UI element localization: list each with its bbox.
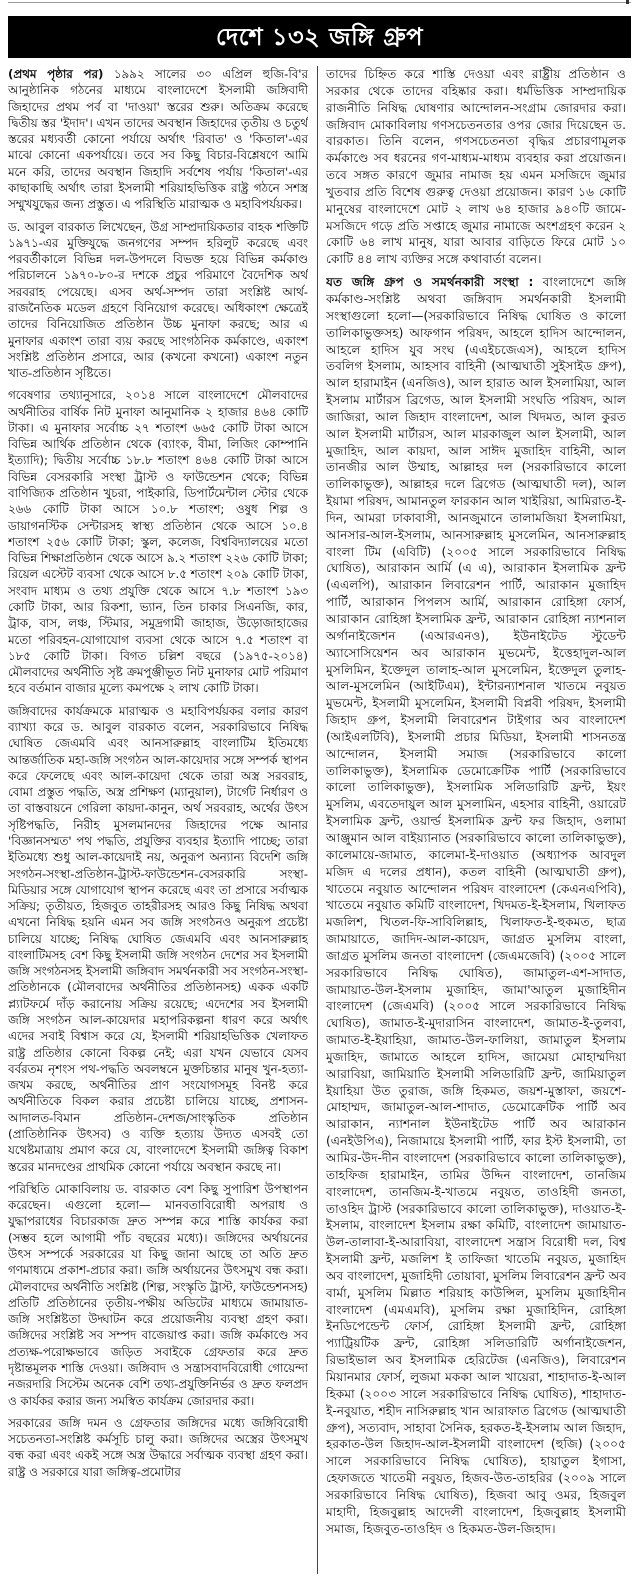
continued-label: (প্রথম পৃষ্ঠার পর) xyxy=(8,67,104,81)
group-list-text: বাংলাদেশে জঙ্গি কর্মকাণ্ড-সংশ্লিষ্ট অথবা জঙ্গিবাদ সমর্থনকারী ইসলামী সংস্থাগুলো হলো—(সরকারিভাবে নিষিদ্ধ ঘোষিত ও কালো তালিকাভুক্তসহ) আফগান পরিষদ, আহলে হাদিস আন্দোলন, আহলে হাদিস যুব সংঘ (এএইচজেএস), আহলে হাদিস তবলিগ ইসলাম, আহসাব বাহিনী (আত্মঘাতী সুইসাইড গ্রুপ), আল হারামাইন (এনজিও), আল হারাত আল ইসলামিয়া, আল ইসলাম মার্টারস ব্রিগেড, আল ইসলামী সংঘতি পরিষদ, আল জাজিরা, আল জিহাদ বাংলাদেশ, আল খিদমত, আল কুরত আল ইসলামী মার্টারস, আল মারকাজুল আল ইসলামী, আল মুজাহিদ, আল কায়দা, আল সাঈদ মুজাহিদ বাহিনী, আল তানজীর আল উম্মাহ, আল্লাহর দল (সরকারিভাবে কালো তালিকাভুক্ত), আল্লাহর দলে ব্রিগেড (আত্মঘাতী দল), আল ইয়ামা পরিষদ, আমানতুল ফারকান আল খাইরিয়া, আমিরাত-ই-দিন, আমরা ঢাকাবাসী, আনজুমানে তালামজিয়া ইসলামিয়া, আনসার-আল-ইসলাম, আনসারুল্লাহ মুসলেমিন, আনসারুল্লাহ বাংলা টিম (এবিটি) (২০০৫ সালে সরকারিভাবে নিষিদ্ধ ঘোষিত), আরাকান আর্মি (এ এ), আরাকান ইসলামিক ফ্রন্ট (এএলপি), আরাকান লিবারেশন পার্টি, আরাকান মুজাহিদ পার্টি, আরাকান পিপলস আর্মি, আরাকান রোহিঙ্গা ফোর্স, আরাকান রোহিঙ্গা ইসলামিক ফ্রন্ট, আরাকান রোহিঙ্গা ন্যাশনাল অর্গানাইজেশন (এআরএনও), ইউনাইটেড স্টুডেন্ট অ্যাসোসিয়েশন অব আরাকান মুভমেন্ট, ইত্তেহাদুল-আল মুসলিমিন, ইক্তেদুল তালাহ-আল মুসলেমিন, ইক্তেদুল তুলাহ-আল-মুসলেমিন (আইটিএম), ইন্টারন্যাশনাল খাতমে নবুয়ত মুভমেন্ট, ইসলামী মুসলেমিন, ইসলামী বিপ্লবী পরিষদ, ইসলামী জিহাদ গ্রুপ, ইসলামী লিবারেশন টাইগার অব বাংলাদেশ (আইএলটিবি), ইসলামী প্রচার মিডিয়া, ইসলামী শাসনতন্ত্র আন্দোলন, ইসলামী সমাজ (সরকারিভাবে কালো তালিকাভুক্ত), ইসলামিক ডেমোক্রেটিক পার্টি (সরকারিভাবে কালো তালিকাভুক্ত), ইসলামিক সলিডারিটি ফ্রন্ট, ইয়ং মুসলিম, এবতেদায়ুল আল মুসলামিন, এহসার বাহিনী, ওয়ারেট ইসলামিক ফ্রন্ট, ওয়ার্ল্ড ইসলামিক ফ্রন্ট ফর জিহাদ, ওলামা আঞ্জুমান আল বাইয়্যানাত (সরকারিভাবে কালো তালিকাভুক্ত), কালেমায়ে-জামাত, কালেমা-ই-দাওয়াত (অধ্যাপক আবদুল মজিদ এ দলের প্রধান), কতল বাহিনী (আত্মঘাতী গ্রুপ), খাতেমে নবুয়াত আন্দোলন পরিষদ বাংলাদেশ (কেএনএপিবি), খাতেমে নবুয়াত কমিটি বাংলাদেশ, খিদমত-ই-ইসলাম, খিলাফত মজলিশ, খিতল-ফি-সাবিলিল্লাহ, খিলাফত-ই-হুকমত, ছাত্র জামায়াতে, জাদিদ-আল-কায়েদ, জাগ্রত মুসলিম বাংলা, জাগ্রত মুসলিম জনতা বাংলাদেশ (জেএমজেবি) (২০০৫ সালে সরকারিভাবে নিষিদ্ধ ঘোষিত), জামাতুল-এশ-সাদাত, জামায়াত-উল-ইসলাম মুজাহিদ, জামা'আতুল মুজাহিদীন বাংলাদেশ (জেএমবি) (২০০৫ সালে সরকারিভাবে নিষিদ্ধ ঘোষিত), জামাত-ই-মুদারাসিন বাংলাদেশ, জামাত-ই-তুলবা, জামাত-ই-ইয়াহিয়া, জামাত-উল-ফালিয়া, জামাতুল ইসলাম মুজাহিদ, জামাতে আহলে হাদিস, জামেয়া মোহাম্মদিয়া আরাবিয়া, জামিয়াতি ইসলামী সলিডারিটি ফ্রন্ট, জামিয়াতুল ইয়াহিয়া উত তুরাজ, জঙ্গি হিকমত, জয়শ-মুস্তাফা, জয়শে-মোহাম্মদ, জামাতুল-আল-শাদাত, ডেমোক্রেটিক পার্টি অব আরাকান, ন্যাশনাল ইউনাইটেড পার্টি অব আরাকান (এনইউপিএ), নিজামায়ে ইসলামী পার্টি, ফার ইস্ট ইসলামী, তা আমির-উদ-দীন বাংলাদেশ (সরকারিভাবে কালো তালিকাভুক্ত), তাহফিজ হারামাইন, তামির উদ্দিন বাংলাদেশ, তানজিম বাংলাদেশ, তানজিম-ই-খাতমে নবুয়ত, তাওহিদী জনতা, তাওহিদ ট্রাস্ট (সরকারিভাবে কালো তালিকাভুক্ত), দাওয়াত-ই-ইসলাম, বাংলাদেশ ইসলাম রক্ষা কমিটি, বাংলাদেশ জামায়াত-উল-তালাবা-ই-আরাবিয়া, বাংলাদেশ সন্ত্রাস বিরোধী দল, বিশ্ব ইসলামী ফ্রন্ট, মজলিশ ই তাফিজা খাতেমি নবুয়ত, মুজাহিদ অব বাংলাদেশ, মুজাহিদী তোয়াবা, মুসলিম লিবারেশন ফ্রন্ট অব বার্মা, মুসলিম মিল্লাত শরিয়াহ কাউন্সিল, মুসলিম মুজাহিদীন বাংলাদেশ (এমএমবি), মুসলিম রক্ষা মুজাহিদিন, রোহিঙ্গা ইনডিপেন্ডেন্ট ফোর্স, রোহিঙ্গা ইসলামী ফ্রন্ট, রোহিঙ্গা প্যাট্রিয়টিক ফ্রন্ট, রোহিঙ্গা সলিডারিটি অর্গানাইজেশন, রিভাইভাল অব ইসলামিক হেরিটেজ (এনজিও), লিবারেশন মিয়ানমার ফোর্স, লুজমা মককা আল খায়েরা, শাহাদাত-ই-আল হিকমা (২০০৩ সালে সরকারিভাবে নিষিদ্ধ ঘোষিত), শাহাদাত-ই-নবুয়াত, শহীদ নাসিরুল্লাহ খান আরাফাত ব্রিগেড (আত্মঘাতী গ্রুপ), সত্যবাদ, সাহাবা সৈনিক, হরকত-ই-ইসলাম আল জিহাদ, হরকাত-উল জিহাদ-আল-ইসলামী বাংলাদেশ (হুজি) (২০০৫ সালে সরকারিভাবে নিষিদ্ধ ঘোষিত), হায়াতুল ইগাসা, হেফাজতে খাতেমী নবুয়ত, হিজব-উত-তাহরির (২০০৯ সালে সরকারিভাবে নিষিদ্ধ ঘোষিত), হিজবা আবু ওমর, হিজবুল মাহাদী, হিজবুল্লাহ আদেলী বাংলাদেশ, হিজবুল্লাহ ইসলামী সমাজ, হিজবুত-তাওহিদ ও হিকমত-উল-জিহাদ। xyxy=(326,275,626,1536)
paragraph: ড. আবুল বারকাত লিখেছেন, উগ্র সাম্প্রদায়িকতার বাহক শক্তিটি ১৯৭১-এর মুক্তিযুদ্ধে জনগণের সম্পদ হরিলুট করেছে এবং পরবর্তীকালে বিভিন্ন দল-উপদলে বিভক্ত হয়ে বিভিন্ন কর্মকাণ্ড পরিচালনে ১৯৭০-৮০-র দশকে প্রচুর পরিমাণে বৈদেশিক অর্থ সরবরাহ পেয়েছে। এসব অর্থ-সম্পদ তারা সংশ্লিষ্ট আর্থ-রাজনৈতিক মডেল গ্রহণে বিনিয়োগ করেছে। অধিকাংশ ক্ষেত্রেই তাদের বিনিয়োজিত প্রতিষ্ঠান উচ্চ মুনাফা করছে; আর এ মুনাফার একাংশ তারা ব্যয় করছে সাংগঠনিক কর্মকাণ্ডে, একাংশ সংশ্লিষ্ট প্রতিষ্ঠান প্রসারে, আর (কখনো কখনো) একাংশ নতুন খাত-প্রতিষ্ঠান সৃষ্টিতে। xyxy=(8,219,308,381)
paragraph: জঙ্গিবাদের কার্যক্রমকে মারাত্মক ও মহাবিপর্যয়কর বলার কারণ ব্যাখ্যা করে ড. আবুল বারকাত বলেন, সরকারিভাবে নিষিদ্ধ ঘোষিত জেএমবি এবং আনসারুল্লাহ বাংলাটিম ইতিমধ্যে আন্তর্জাতিক মহা-জঙ্গি সংগঠন আল-কায়েদার সঙ্গে সম্পর্ক স্থাপন করে ফেলেছে এবং আল-কায়েদা থেকে তারা অস্ত্র সরবরাহ, বোমা প্রস্তুত পদ্ধতি, অস্ত্র প্রশিক্ষণ (ম্যানুয়াল), টার্গেট নির্ধারণ ও তা বাস্তবায়নে গেরিলা কায়দা-কানুন, অর্থ সরবরাহ, অর্থের উৎস সৃষ্টিপদ্ধতি, নিরীহ মুসলমানদের জিহাদের পক্ষে আনার 'বিজ্ঞানসম্মত' পথ পদ্ধতি, প্রযুক্তির ব্যবহার ইত্যাদি পাচ্ছে; তারা ইতিমধ্যে শুধু আল-কায়েদাই নয়, অনুরূপ অন্যান্য বিদেশি জঙ্গি সংগঠন-সংস্থা-প্রতিষ্ঠান-ট্রাস্ট-ফাউন্ডেশন-বেসরকারি সংস্থা-মিডিয়ার সঙ্গে যোগাযোগ স্থাপন করেছে এবং তা প্রসারে সর্বাত্মক সক্রিয়; তৃতীয়ত, হিজবুত তাহরীরসহ আরও কিছু নিষিদ্ধ অথবা এখনো নিষিদ্ধ হয়নি এমন সব জঙ্গি সংগঠনও অনুরূপ প্রচেষ্টা চালিয়ে যাচ্ছে; নিষিদ্ধ ঘোষিত জেএমবি এবং আনসারুল্লাহ বাংলাটিমসহ বেশ কিছু ইসলামী জঙ্গি সংগঠন দেশের সব ইসলামী জঙ্গি সংগঠনসহ ইসলামী জঙ্গিবাদ সমর্থনকারী সব সংগঠন-সংস্থা-প্রতিষ্ঠানকে (মৌলবাদের অর্থনীতির প্রতিষ্ঠানসহ) একক একটি প্ল্যাটফর্মে দাঁড় করানোয় সক্রিয় রয়েছে; এদেশের সব ইসলামী জঙ্গি সংগঠন আল-কায়েদার মহাপরিকল্পনা ধারণ করে অর্থাৎ এদের সবাই বিশ্বাস করে যে, ইসলামী শরিয়াহভিত্তিক খেলাফত রাষ্ট্র প্রতিষ্ঠার কোনো বিকল্প নেই; এরা যখন যেভাবে যেসব বর্বরতম নৃশংস পথ-পদ্ধতি অবলম্বনে মুক্তচিন্তার মানুষ খুন-হত্যা-জখম করছে, অর্থনীতির প্রাণ সংযোগসমূহ বিনষ্ট করে অর্থনীতিকে বিকল করার প্রচেষ্টা চালিয়ে যাচ্ছে, প্রশাসন-আদালত-বিমান প্রতিষ্ঠান-দেশজ/সাংস্কৃতিক প্রতিষ্ঠান (প্রাতিষ্ঠানিক উৎসব) ও ব্যক্তি হত্যায় উদ্যত এসবই তো যথেষ্টমাত্রায় প্রমাণ করে যে, বাংলাদেশে ইসলামী জঙ্গিত্ব বিকাশ স্তরের মানদণ্ডের প্রাথমিক কোনো পর্যায়ে অবস্থান করছে না। xyxy=(8,703,308,1174)
column-divider xyxy=(317,66,318,1574)
paragraph-text: ১৯৯২ সালের ৩০ এপ্রিল হুজি-বি'র আনুষ্ঠানিক গঠনের মাধ্যমে বাংলাদেশে ইসলামী জঙ্গিবাদী জিহাদের প্রথম পর্ব বা 'দাওয়া' স্তরের শুরু। অতিক্রম করেছে দ্বিতীয় স্তর 'ইদাদ'। এখন তাদের অবস্থান জিহাদের তৃতীয় ও চতুর্থ স্তরের মধ্যবর্তী কোনো পর্যায়ে অর্থাৎ 'রিবাত' ও 'কিতাল'-এর মাঝে কোনো একপর্যায়ে। তবে সব কিছু বিচার-বিশ্লেষণে আমি মনে করি, তাদের অবস্থান জিহাদি সর্বশেষ পর্যায় 'কিতাল'-এর কাছাকাছি অর্থাৎ তারা ইসলামী শরিয়াহভিত্তিক রাষ্ট্র গঠনে সশস্ত্র সম্মুখযুদ্ধের জন্য প্রস্তুত। এ পরিস্থিতি মারাত্মক ও মহাবিপর্যয়কর। xyxy=(8,67,308,212)
paragraph: পরিস্থিতি মোকাবিলায় ড. বারকাত বেশ কিছু সুপারিশ উপস্থাপন করেছেন। এগুলো হলো— মানবতাবিরোধী অপরাধ ও যুদ্ধাপরাধের বিচারকাজ দ্রুত সম্পন্ন করে শাস্তি কার্যকর করা (সম্ভব হলে আগামী পাঁচ বছরের মধ্যে)। জঙ্গিদের অর্থায়নের উৎস সম্পর্কে সরকারের যা কিছু জানা আছে তা অতি দ্রুত গণমাধ্যমে প্রকাশ-প্রচার করা। জঙ্গি অর্থায়নের উৎসমুখ বন্ধ করা। মৌলবাদের অর্থনীতি সংশ্লিষ্ট (শিল্প, সংস্কৃতি ট্রাস্ট, ফাউন্ডেশনসহ) প্রতিটি প্রতিষ্ঠানের তৃতীয়-পক্ষীয় অডিটের মাধ্যমে জামায়াত-জঙ্গি সংশ্লিষ্টতা উদ্ঘাটন করে প্রয়োজনীয় ব্যবস্থা গ্রহণ করা। জঙ্গিদের সংশ্লিষ্ট সব সম্পদ বাজেয়াপ্ত করা। জঙ্গি কর্মকাণ্ডে সব প্রত্যক্ষ-পরোক্ষভাবে জড়িত সবাইকে গ্রেফতার করে দ্রুত দৃষ্টান্তমূলক শাস্তি দেওয়া। জঙ্গিবাদ ও সন্ত্রাসবাদবিরোধী গোয়েন্দা নজরদারি সিস্টেম অনেক বেশি তথ্য-প্রযুক্তিনির্ভর ও দ্রুত ফলপ্রদ ও কার্যকর করার জন্য সমস্বিত কার্যক্রম জোরদার করা। xyxy=(8,1181,308,1408)
paragraph xyxy=(8,66,308,213)
paragraph: সরকারের জঙ্গি দমন ও গ্রেফতার জঙ্গিদের মধ্যে জঙ্গিবিরোধী সচেতনতা-সংশ্লিষ্ট কর্মসূচি চালু করা। জঙ্গিদের অস্ত্রের উৎসমুখ বন্ধ করা এবং একই সঙ্গে অস্ত্র উদ্ধারে সর্বাত্মক ব্যবস্থা গ্রহণ করা। রাষ্ট্র ও সরকারে যারা জঙ্গিত্ব-প্রমোটার xyxy=(8,1415,308,1479)
section-lead: যত জঙ্গি গ্রুপ ও সমর্থনকারী সংস্থা : xyxy=(326,275,534,290)
article-column-left xyxy=(8,66,308,1574)
article-column-right xyxy=(326,66,626,1574)
paragraph xyxy=(326,274,626,1537)
paragraph: তাদের চিহ্নিত করে শাস্তি দেওয়া এবং রাষ্ট্রীয় প্রতিষ্ঠান ও সরকার থেকে তাদের বহিষ্কার করা। ধর্মভিত্তিক সাম্প্রদায়িক রাজনীতি নিষিদ্ধ ঘোষণার আন্দোলন-সংগ্রাম জোরদার করা। জঙ্গিবাদ মোকাবিলায় গণসচেতনতার ওপর জোর দিয়েছেন ড. বারকাত। তিনি বলেন, গণসচেতনতা বৃদ্ধির প্রচারণামূলক কর্মকাণ্ডে সব ধরনের গণ-মাধ্যম-মাধ্যম ব্যবহার করা প্রয়োজন। তবে সঙ্গত কারণে জুমার নামাজ হয় এমন মসজিদে জুমার খুতবার প্রতি বিশেষ গুরুত্ব দেওয়া প্রয়োজন। কারণ ১৬ কোটি মানুষের বাংলাদেশে মোট ২ লাখ ৬৪ হাজার ৯৪০টি জামে-মসজিদে গড়ে প্রতি সপ্তাহে জুমার নামাজে অংশগ্রহণ করেন ২ কোটি ৬৪ লাখ মানুষ, যারা আবার বাড়িতে ফিরে মোট ১০ কোটি ৪৪ লাখ ব্যক্তির সঙ্গে কথাবার্তা বলেন। xyxy=(326,67,626,267)
top-rule xyxy=(8,2,631,3)
paragraph: গবেষণার তথ্যানুসারে, ২০১৪ সালে বাংলাদেশে মৌলবাদের অর্থনীতির বার্ষিক নিট মুনাফা আনুমানিক ২ হাজার ৪৬৪ কোটি টাকা। এ মুনাফার সর্বোচ্চ ২৭ শতাংশ ৬৬৫ কোটি টাকা আসে বিভিন্ন আর্থিক প্রতিষ্ঠান থেকে (ব্যাংক, বীমা, লিজিং কোম্পানি ইত্যাদি); দ্বিতীয় সর্বোচ্চ ১৮.৮ শতাংশ ৪৬৪ কোটি টাকা আসে বিভিন্ন বেসরকারি সংস্থা ট্রাস্ট ও ফাউন্ডেশন থেকে; বিভিন্ন বাণিজ্যিক প্রতিষ্ঠান খুচরা, পাইকারি, ডিপার্টমেন্টাল স্টোর থেকে ২৬৬ কোটি টাকা আসে ১০.৮ শতাংশ; ওষুধ শিল্প ও ডায়াগনস্টিক সেন্টারসহ স্বাস্থ্য প্রতিষ্ঠান থেকে আসে ১০.৪ শতাংশ ২৫৬ কোটি টাকা; স্কুল, কলেজ, বিশ্ববিদ্যালয়ের মতো বিভিন্ন শিক্ষাপ্রতিষ্ঠান থেকে আসে ৯.২ শতাংশ ২২৬ কোটি টাকা; রিয়েল এস্টেট ব্যবসা থেকে আসে ৮.৫ শতাংশ ২০৯ কোটি টাকা, সংবাদ মাধ্যম ও তথ্য প্রযুক্তি থেকে আসে ৭.৮ শতাংশ ১৯৩ কোটি টাকা, আর রিকশা, ভ্যান, তিন চাকার সিএনজি, কার, ট্রাক, বাস, লঞ্চ, স্টিমার, সমুদ্রগামী জাহাজ, উড়োজাহাজের মতো পরিবহন-যোগাযোগ ব্যবসা থেকে আসে ৭.৫ শতাংশ বা ১৮৫ কোটি টাকা। বিগত চল্লিশ বছরে (১৯৭৫-২০১৪) মৌলবাদের অর্থনীতি সৃষ্ট ক্রমপুঞ্জীভূত নিট মুনাফার মোট পরিমাণ হবে বর্তমান বাজার মূল্যে কমপক্ষে ২ লাখ কোটি টাকা। xyxy=(8,388,308,696)
headline: দেশে ১৩২ জঙ্গি গ্রুপ xyxy=(8,16,631,58)
corner-mark xyxy=(626,0,629,4)
